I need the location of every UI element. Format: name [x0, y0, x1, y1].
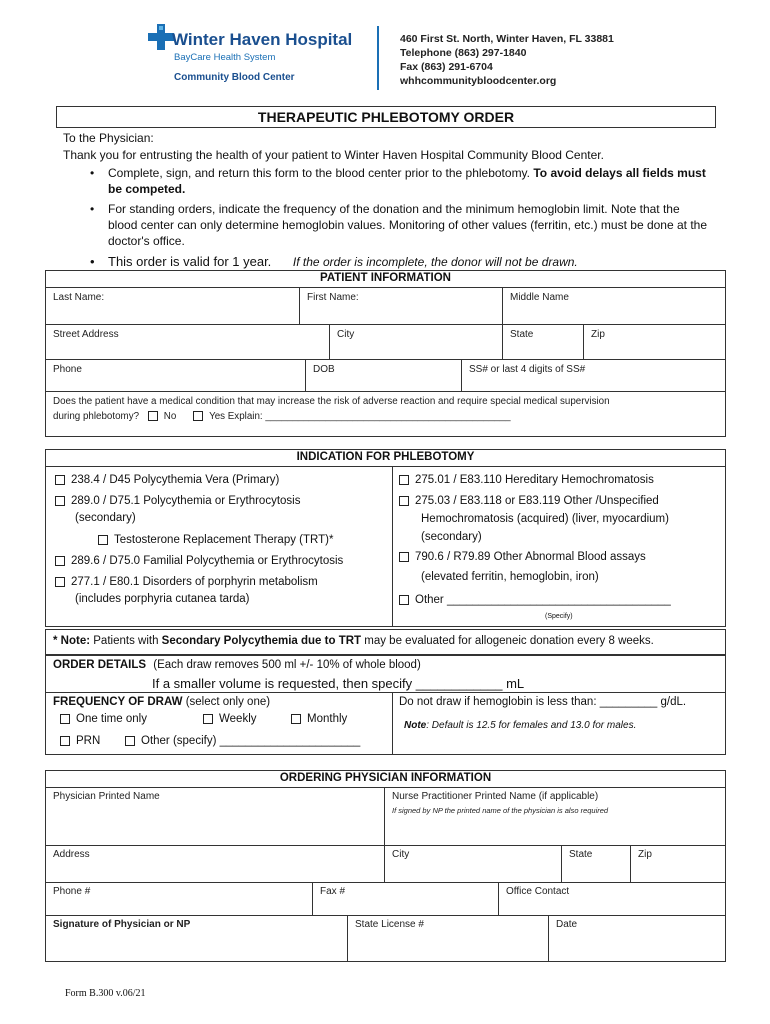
- indication-other-checkbox[interactable]: [399, 595, 409, 605]
- intro-bullet-2: • For standing orders, indicate the frequency of the donation and the minimum hemoglobin limit. Note that the blood center can only determine hemoglobin values. Monitoring of other values (ferritin, etc.) must be done at the doctor's office.: [108, 201, 708, 249]
- indication-trt: Testosterone Replacement Therapy (TRT)*: [98, 533, 333, 548]
- indication-polycythemia-vera: 238.4 / D45 Polycythemia Vera (Primary): [55, 473, 279, 488]
- indication-familial-polycythemia: 289.6 / D75.0 Familial Polycythemia or Erythrocytosis: [55, 554, 343, 569]
- indication-secondary-label-right: (secondary): [421, 531, 482, 543]
- hospital-logo: [146, 22, 361, 92]
- indication-secondary-label: (secondary): [75, 512, 136, 524]
- form-number: Form B.300 v.06/21: [65, 988, 146, 999]
- condition-explain-field[interactable]: Yes Explain: _____________________________________________: [209, 411, 511, 422]
- physician-zip-field[interactable]: Zip: [638, 849, 652, 860]
- prn-checkbox[interactable]: [60, 736, 70, 746]
- address-line: 460 First St. North, Winter Haven, FL 33881: [400, 33, 614, 45]
- indication-heading: INDICATION FOR PHLEBOTOMY: [296, 451, 475, 463]
- first-name-field[interactable]: First Name:: [307, 292, 359, 303]
- one-time-checkbox[interactable]: [60, 714, 70, 724]
- last-name-field[interactable]: Last Name:: [53, 292, 105, 303]
- trt-checkbox[interactable]: [98, 535, 108, 545]
- physician-fax-field[interactable]: Fax #: [320, 886, 346, 897]
- familial-polycythemia-checkbox[interactable]: [55, 556, 65, 566]
- trt-note: * Note: Patients with Secondary Polycythemia due to TRT may be evaluated for allogeneic donation every 8 weeks.: [53, 635, 654, 647]
- street-address-field[interactable]: Street Address: [53, 329, 119, 340]
- indication-polycythemia-secondary: 289.0 / D75.1 Polycythemia or Erythrocytosis: [55, 494, 300, 509]
- physician-printed-name-field[interactable]: Physician Printed Name: [53, 791, 160, 802]
- polycythemia-secondary-checkbox[interactable]: [55, 496, 65, 506]
- logo-center: Community Blood Center: [174, 72, 295, 83]
- porphyrin-checkbox[interactable]: [55, 577, 65, 587]
- np-note: If signed by NP the printed name of the physician is also required: [392, 806, 609, 815]
- freq-weekly: Weekly: [203, 712, 257, 727]
- freq-other-field[interactable]: Other (specify) ______________________: [141, 735, 361, 747]
- header-divider: [377, 26, 379, 90]
- indication-other-hemochromatosis: 275.03 / E83.118 or E83.119 Other /Unspecified: [399, 494, 659, 509]
- indication-other: [399, 593, 671, 608]
- website-line: whhcommunitybloodcenter.org: [400, 75, 557, 87]
- hemoglobin-limit-field[interactable]: Do not draw if hemoglobin is less than: _________ g/dL.: [399, 696, 687, 708]
- indication-abnormal-blood: 790.6 / R79.89 Other Abnormal Blood assays: [399, 550, 646, 565]
- frequency-heading: FREQUENCY OF DRAW (select only one): [53, 696, 271, 708]
- dob-field[interactable]: DOB: [313, 364, 335, 375]
- intro-thanks: Thank you for entrusting the health of your patient to Winter Haven Hospital Community Blood Center.: [63, 148, 604, 162]
- intro-to: To the Physician:: [63, 131, 154, 145]
- smaller-volume-field[interactable]: If a smaller volume is requested, then specify ____________ mL: [152, 676, 525, 691]
- indication-porphyria-label: (includes porphyria cutanea tarda): [75, 593, 250, 605]
- hereditary-hemochromatosis-checkbox[interactable]: [399, 475, 409, 485]
- physician-city-field[interactable]: City: [392, 849, 410, 860]
- phone-field[interactable]: Phone: [53, 364, 82, 375]
- freq-prn: PRN: [60, 734, 100, 749]
- state-license-field[interactable]: State License #: [355, 919, 424, 930]
- freq-one-time: One time only: [60, 712, 147, 727]
- freq-other-checkbox[interactable]: [125, 736, 135, 746]
- state-field[interactable]: State: [510, 329, 534, 340]
- contact-block: [400, 32, 614, 88]
- fax-line: Fax (863) 291-6704: [400, 61, 493, 73]
- weekly-checkbox[interactable]: [203, 714, 213, 724]
- telephone-line: Telephone (863) 297-1840: [400, 47, 527, 59]
- intro-bullet-3: • This order is valid for 1 year. If the order is incomplete, the donor will not be drawn.: [108, 254, 708, 270]
- monthly-checkbox[interactable]: [291, 714, 301, 724]
- page-title: THERAPEUTIC PHLEBOTOMY ORDER: [257, 109, 515, 125]
- hemoglobin-default-note: Note: Default is 12.5 for females and 13.0 for males.: [404, 720, 637, 731]
- intro-bullet-1: • Complete, sign, and return this form to the blood center prior to the phlebotomy. To avoid delays all fields must be competed.: [108, 165, 708, 197]
- indication-other-field[interactable]: Other ___________________________________: [415, 594, 671, 606]
- office-contact-field[interactable]: Office Contact: [506, 886, 570, 897]
- zip-field[interactable]: Zip: [591, 329, 605, 340]
- abnormal-blood-checkbox[interactable]: [399, 552, 409, 562]
- condition-yes-checkbox[interactable]: [193, 411, 203, 421]
- condition-no-checkbox[interactable]: [148, 411, 158, 421]
- physician-address-field[interactable]: Address: [53, 849, 90, 860]
- physician-phone-field[interactable]: Phone #: [53, 886, 91, 897]
- logo-name: Winter Haven Hospital: [172, 30, 353, 49]
- indication-hereditary-hemochromatosis: 275.01 / E83.110 Hereditary Hemochromatosis: [399, 473, 654, 488]
- condition-question: Does the patient have a medical condition that may increase the risk of adverse reaction and require special medical supervision: [53, 396, 610, 407]
- condition-answer-row: during phlebotomy? No Yes Explain: _____________________________________________: [53, 411, 511, 422]
- ssn-field[interactable]: SS# or last 4 digits of SS#: [469, 364, 586, 375]
- signature-field[interactable]: Signature of Physician or NP: [53, 919, 191, 930]
- specify-caption: (Specify): [545, 613, 573, 620]
- other-hemochromatosis-checkbox[interactable]: [399, 496, 409, 506]
- indication-elevated-label: (elevated ferritin, hemoglobin, iron): [421, 571, 599, 583]
- polycythemia-vera-checkbox[interactable]: [55, 475, 65, 485]
- title-box: [56, 106, 716, 128]
- city-field[interactable]: City: [337, 329, 355, 340]
- freq-other: [125, 734, 360, 749]
- np-printed-name-field[interactable]: Nurse Practitioner Printed Name (if applicable): [392, 791, 599, 802]
- middle-name-field[interactable]: Middle Name: [510, 292, 569, 303]
- order-details-line: ORDER DETAILS (Each draw removes 500 ml +/- 10% of whole blood): [53, 659, 421, 671]
- indication-porphyrin: 277.1 / E80.1 Disorders of porphyrin metabolism: [55, 575, 318, 590]
- indication-acquired-label: Hemochromatosis (acquired) (liver, myocardium): [421, 513, 669, 525]
- physician-state-field[interactable]: State: [569, 849, 593, 860]
- logo-subtitle: BayCare Health System: [174, 52, 276, 63]
- patient-info-heading: PATIENT INFORMATION: [320, 272, 451, 284]
- date-field[interactable]: Date: [556, 919, 578, 930]
- freq-monthly: Monthly: [291, 712, 347, 727]
- physician-heading: ORDERING PHYSICIAN INFORMATION: [279, 772, 492, 784]
